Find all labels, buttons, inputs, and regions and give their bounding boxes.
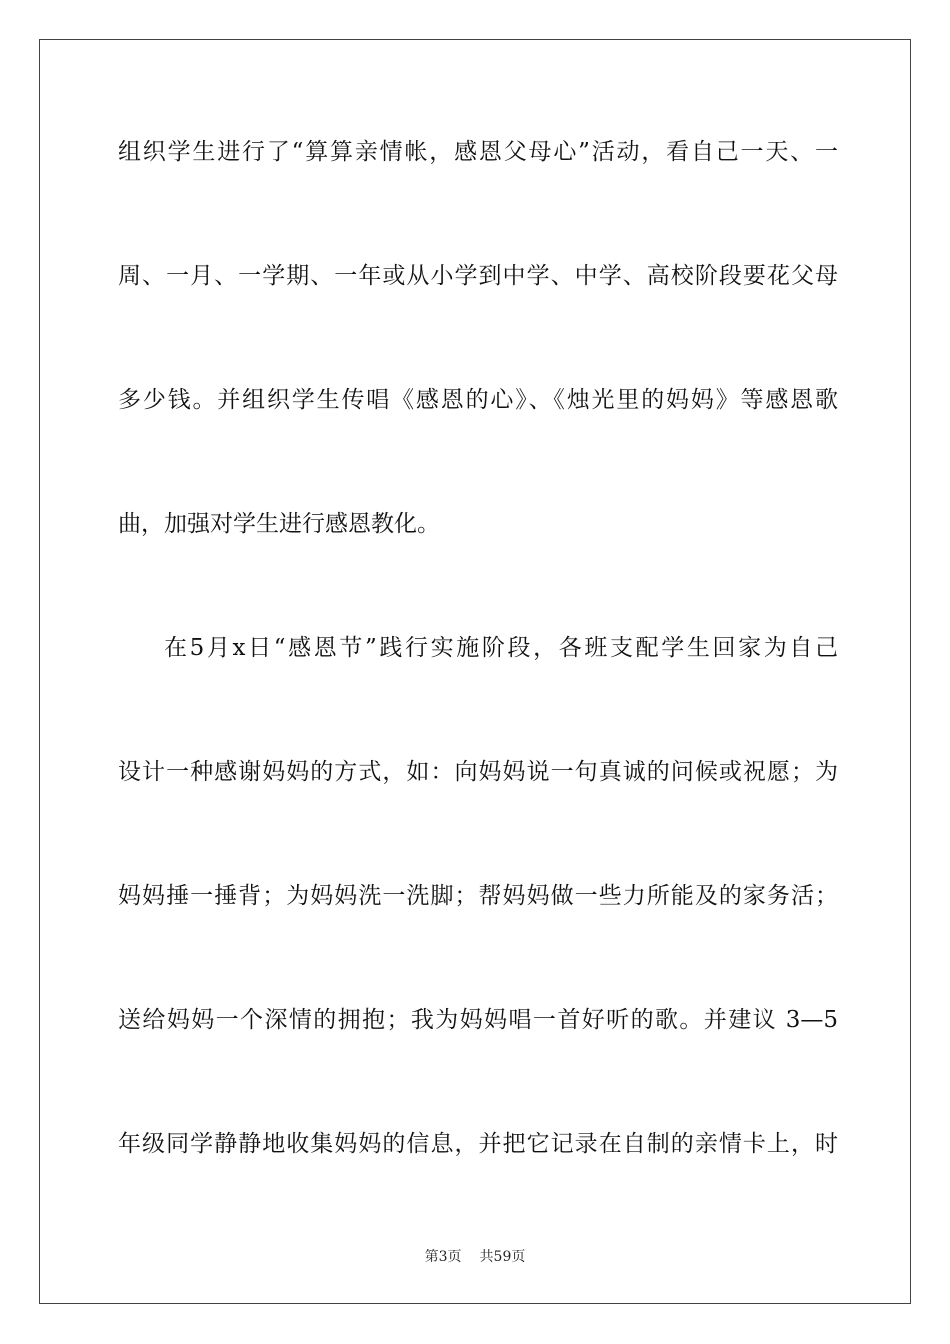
body-text-line-3: 多少钱。并组织学生传唱《感恩的心》、《烛光里的妈妈》等感恩歌 [118, 387, 838, 413]
page-number: 第3页 [424, 1249, 462, 1265]
body-text-line-8: 送给妈妈一个深情的拥抱；我为妈妈唱一首好听的歌。并建议 3—5 [118, 1007, 838, 1033]
page-total: 共59页 [479, 1249, 526, 1265]
body-text-line-4: 曲，加强对学生进行感恩教化。 [118, 511, 440, 537]
page-frame [39, 39, 911, 1304]
body-text-line-6: 设计一种感谢妈妈的方式，如：向妈妈说一句真诚的问候或祝愿；为 [118, 759, 838, 785]
body-text-line-7: 妈妈捶一捶背；为妈妈洗一洗脚；帮妈妈做一些力所能及的家务活； [118, 883, 838, 909]
body-text-line-1: 组织学生进行了“算算亲情帐，感恩父母心”活动，看自己一天、一 [118, 139, 838, 165]
body-text-line-2: 周、一月、一学期、一年或从小学到中学、中学、高校阶段要花父母 [118, 263, 838, 289]
page-footer [0, 1248, 950, 1266]
body-text-line-5: 在5月x日“感恩节”践行实施阶段，各班支配学生回家为自己 [164, 635, 838, 661]
body-text-line-9: 年级同学静静地收集妈妈的信息，并把它记录在自制的亲情卡上，时 [118, 1131, 838, 1157]
